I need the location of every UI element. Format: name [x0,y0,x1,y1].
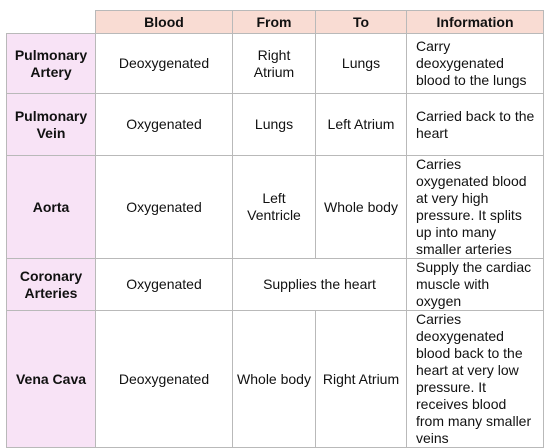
blood-cell: Oxygenated [96,94,233,156]
to-cell: Left Atrium [316,94,407,156]
from-cell: Whole body [233,311,316,448]
information-cell: Carried back to the heart [407,94,544,156]
blood-cell: Oxygenated [96,259,233,311]
table-row [7,94,544,156]
information-cell: Carry deoxygenated blood to the lungs [407,34,544,94]
information-cell: Carries oxygenated blood at very high pressure. It splits up into many smaller arteries [407,156,544,259]
header-row [7,11,544,34]
table-row [7,259,544,311]
to-cell: Right Atrium [316,311,407,448]
information-cell: Carries deoxygenated blood back to the heart at very low pressure. It receives blood from many smaller veins [407,311,544,448]
to-cell: Whole body [316,156,407,259]
vessel-name: Pulmonary Vein [7,94,96,156]
blood-cell: Deoxygenated [96,311,233,448]
from-cell: Lungs [233,94,316,156]
blood-vessels-table [6,10,544,448]
from-to-merged-cell: Supplies the heart [233,259,407,311]
vessel-name: Pulmonary Artery [7,34,96,94]
header-corner [7,11,96,34]
blood-cell: Oxygenated [96,156,233,259]
from-cell: Right Atrium [233,34,316,94]
table-row [7,156,544,259]
header-information: Information [407,11,544,34]
table-row [7,311,544,448]
vessel-name: Coronary Arteries [7,259,96,311]
to-cell: Lungs [316,34,407,94]
information-cell: Supply the cardiac muscle with oxygen [407,259,544,311]
header-from: From [233,11,316,34]
header-to: To [316,11,407,34]
vessel-name: Vena Cava [7,311,96,448]
from-cell: Left Ventricle [233,156,316,259]
header-blood: Blood [96,11,233,34]
vessel-name: Aorta [7,156,96,259]
table-row [7,34,544,94]
blood-cell: Deoxygenated [96,34,233,94]
